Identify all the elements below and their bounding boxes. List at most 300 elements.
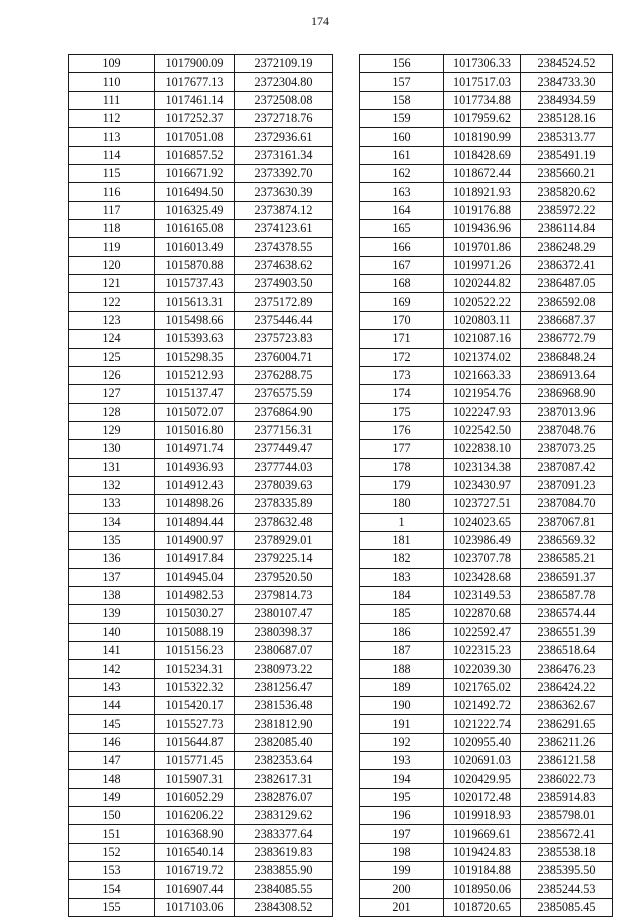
- point-number-cell: 172: [360, 348, 444, 366]
- table-row: [69, 568, 333, 586]
- point-number-cell: 195: [360, 788, 444, 806]
- point-number-cell: 170: [360, 311, 444, 329]
- y-coordinate-cell: 2386248.29: [521, 238, 613, 256]
- x-coordinate-cell: 1015771.45: [155, 752, 235, 770]
- y-coordinate-cell: 2385672.41: [521, 825, 613, 843]
- x-coordinate-cell: 1015613.31: [155, 293, 235, 311]
- x-coordinate-cell: 1020172.48: [444, 788, 521, 806]
- x-coordinate-cell: 1018190.99: [444, 128, 521, 146]
- y-coordinate-cell: 2373161.34: [235, 146, 333, 164]
- point-number-cell: 142: [69, 660, 155, 678]
- y-coordinate-cell: 2386362.67: [521, 697, 613, 715]
- coordinates-table-right: [359, 54, 613, 917]
- y-coordinate-cell: 2384308.52: [235, 898, 333, 916]
- y-coordinate-cell: 2384934.59: [521, 91, 613, 109]
- x-coordinate-cell: 1018720.65: [444, 898, 521, 916]
- y-coordinate-cell: 2374638.62: [235, 256, 333, 274]
- x-coordinate-cell: 1022838.10: [444, 440, 521, 458]
- point-number-cell: 186: [360, 623, 444, 641]
- table-row: [360, 880, 613, 898]
- table-row: [360, 660, 613, 678]
- y-coordinate-cell: 2386551.39: [521, 623, 613, 641]
- point-number-cell: 190: [360, 697, 444, 715]
- table-row: [69, 531, 333, 549]
- table-row: [69, 825, 333, 843]
- point-number-cell: 162: [360, 165, 444, 183]
- table-row: [69, 642, 333, 660]
- table-row: [360, 476, 613, 494]
- table-row: [69, 733, 333, 751]
- x-coordinate-cell: 1018950.06: [444, 880, 521, 898]
- y-coordinate-cell: 2380973.22: [235, 660, 333, 678]
- point-number-cell: 176: [360, 421, 444, 439]
- x-coordinate-cell: 1020691.03: [444, 752, 521, 770]
- point-number-cell: 169: [360, 293, 444, 311]
- y-coordinate-cell: 2385914.83: [521, 788, 613, 806]
- y-coordinate-cell: 2377744.03: [235, 458, 333, 476]
- table-row: [69, 788, 333, 806]
- x-coordinate-cell: 1022039.30: [444, 660, 521, 678]
- point-number-cell: 139: [69, 605, 155, 623]
- x-coordinate-cell: 1015298.35: [155, 348, 235, 366]
- point-number-cell: 193: [360, 752, 444, 770]
- x-coordinate-cell: 1015072.07: [155, 403, 235, 421]
- x-coordinate-cell: 1018672.44: [444, 165, 521, 183]
- y-coordinate-cell: 2386587.78: [521, 586, 613, 604]
- y-coordinate-cell: 2386518.64: [521, 642, 613, 660]
- table-row: [360, 605, 613, 623]
- y-coordinate-cell: 2386487.05: [521, 275, 613, 293]
- table-row: [360, 366, 613, 384]
- table-row: [69, 586, 333, 604]
- table-row: [360, 293, 613, 311]
- y-coordinate-cell: 2387084.70: [521, 495, 613, 513]
- table-row: [69, 385, 333, 403]
- point-number-cell: 164: [360, 201, 444, 219]
- table-row: [360, 733, 613, 751]
- table-row: [69, 715, 333, 733]
- x-coordinate-cell: 1020429.95: [444, 770, 521, 788]
- y-coordinate-cell: 2374123.61: [235, 220, 333, 238]
- x-coordinate-cell: 1015016.80: [155, 421, 235, 439]
- point-number-cell: 148: [69, 770, 155, 788]
- y-coordinate-cell: 2386114.84: [521, 220, 613, 238]
- x-coordinate-cell: 1017306.33: [444, 55, 521, 73]
- table-row: [69, 146, 333, 164]
- y-coordinate-cell: 2386291.65: [521, 715, 613, 733]
- y-coordinate-cell: 2376288.75: [235, 366, 333, 384]
- table-row: [69, 91, 333, 109]
- point-number-cell: 168: [360, 275, 444, 293]
- y-coordinate-cell: 2380398.37: [235, 623, 333, 641]
- x-coordinate-cell: 1017103.06: [155, 898, 235, 916]
- table-row: [360, 311, 613, 329]
- x-coordinate-cell: 1020522.22: [444, 293, 521, 311]
- x-coordinate-cell: 1017517.03: [444, 73, 521, 91]
- x-coordinate-cell: 1015644.87: [155, 733, 235, 751]
- point-number-cell: 147: [69, 752, 155, 770]
- table-row: [360, 697, 613, 715]
- y-coordinate-cell: 2382085.40: [235, 733, 333, 751]
- y-coordinate-cell: 2380107.47: [235, 605, 333, 623]
- y-coordinate-cell: 2387067.81: [521, 513, 613, 531]
- x-coordinate-cell: 1014894.44: [155, 513, 235, 531]
- point-number-cell: 150: [69, 807, 155, 825]
- x-coordinate-cell: 1016907.44: [155, 880, 235, 898]
- table-row: [69, 421, 333, 439]
- x-coordinate-cell: 1015212.93: [155, 366, 235, 384]
- x-coordinate-cell: 1017461.14: [155, 91, 235, 109]
- y-coordinate-cell: 2387013.96: [521, 403, 613, 421]
- point-number-cell: 153: [69, 862, 155, 880]
- table-row: [360, 183, 613, 201]
- table-row: [360, 678, 613, 696]
- y-coordinate-cell: 2385538.18: [521, 843, 613, 861]
- point-number-cell: 111: [69, 91, 155, 109]
- table-row: [69, 605, 333, 623]
- x-coordinate-cell: 1023149.53: [444, 586, 521, 604]
- x-coordinate-cell: 1015527.73: [155, 715, 235, 733]
- table-row: [69, 513, 333, 531]
- table-row: [360, 348, 613, 366]
- y-coordinate-cell: 2385395.50: [521, 862, 613, 880]
- y-coordinate-cell: 2377156.31: [235, 421, 333, 439]
- x-coordinate-cell: 1015420.17: [155, 697, 235, 715]
- x-coordinate-cell: 1015156.23: [155, 642, 235, 660]
- point-number-cell: 199: [360, 862, 444, 880]
- y-coordinate-cell: 2375172.89: [235, 293, 333, 311]
- y-coordinate-cell: 2383129.62: [235, 807, 333, 825]
- y-coordinate-cell: 2383855.90: [235, 862, 333, 880]
- x-coordinate-cell: 1014982.53: [155, 586, 235, 604]
- y-coordinate-cell: 2384085.55: [235, 880, 333, 898]
- point-number-cell: 122: [69, 293, 155, 311]
- y-coordinate-cell: 2384524.52: [521, 55, 613, 73]
- table-row: [360, 440, 613, 458]
- table-row: [360, 421, 613, 439]
- coordinates-table-left-body: [69, 55, 333, 917]
- point-number-cell: 180: [360, 495, 444, 513]
- table-row: [360, 146, 613, 164]
- point-number-cell: 185: [360, 605, 444, 623]
- point-number-cell: 167: [360, 256, 444, 274]
- point-number-cell: 116: [69, 183, 155, 201]
- point-number-cell: 152: [69, 843, 155, 861]
- point-number-cell: 138: [69, 586, 155, 604]
- point-number-cell: 159: [360, 110, 444, 128]
- point-number-cell: 129: [69, 421, 155, 439]
- point-number-cell: 166: [360, 238, 444, 256]
- x-coordinate-cell: 1019436.96: [444, 220, 521, 238]
- x-coordinate-cell: 1015030.27: [155, 605, 235, 623]
- table-row: [360, 403, 613, 421]
- point-number-cell: 131: [69, 458, 155, 476]
- x-coordinate-cell: 1017051.08: [155, 128, 235, 146]
- point-number-cell: 115: [69, 165, 155, 183]
- point-number-cell: 120: [69, 256, 155, 274]
- x-coordinate-cell: 1020955.40: [444, 733, 521, 751]
- x-coordinate-cell: 1015870.88: [155, 256, 235, 274]
- point-number-cell: 201: [360, 898, 444, 916]
- y-coordinate-cell: 2376864.90: [235, 403, 333, 421]
- point-number-cell: 145: [69, 715, 155, 733]
- x-coordinate-cell: 1015907.31: [155, 770, 235, 788]
- x-coordinate-cell: 1014900.97: [155, 531, 235, 549]
- table-row: [360, 642, 613, 660]
- x-coordinate-cell: 1016540.14: [155, 843, 235, 861]
- table-row: [69, 752, 333, 770]
- point-number-cell: 184: [360, 586, 444, 604]
- x-coordinate-cell: 1023727.51: [444, 495, 521, 513]
- table-row: [69, 330, 333, 348]
- x-coordinate-cell: 1019918.93: [444, 807, 521, 825]
- point-number-cell: 154: [69, 880, 155, 898]
- x-coordinate-cell: 1019701.86: [444, 238, 521, 256]
- table-row: [360, 385, 613, 403]
- y-coordinate-cell: 2386211.26: [521, 733, 613, 751]
- x-coordinate-cell: 1016013.49: [155, 238, 235, 256]
- x-coordinate-cell: 1016671.92: [155, 165, 235, 183]
- table-row: [69, 165, 333, 183]
- point-number-cell: 156: [360, 55, 444, 73]
- table-row: [69, 55, 333, 73]
- x-coordinate-cell: 1016494.50: [155, 183, 235, 201]
- point-number-cell: 192: [360, 733, 444, 751]
- x-coordinate-cell: 1017900.09: [155, 55, 235, 73]
- point-number-cell: 178: [360, 458, 444, 476]
- x-coordinate-cell: 1024023.65: [444, 513, 521, 531]
- table-row: [360, 550, 613, 568]
- x-coordinate-cell: 1014945.04: [155, 568, 235, 586]
- y-coordinate-cell: 2385972.22: [521, 201, 613, 219]
- point-number-cell: 137: [69, 568, 155, 586]
- y-coordinate-cell: 2386913.64: [521, 366, 613, 384]
- x-coordinate-cell: 1014917.84: [155, 550, 235, 568]
- point-number-cell: 114: [69, 146, 155, 164]
- x-coordinate-cell: 1021087.16: [444, 330, 521, 348]
- y-coordinate-cell: 2372304.80: [235, 73, 333, 91]
- table-row: [360, 568, 613, 586]
- y-coordinate-cell: 2374378.55: [235, 238, 333, 256]
- table-row: [360, 165, 613, 183]
- point-number-cell: 121: [69, 275, 155, 293]
- point-number-cell: 158: [360, 91, 444, 109]
- y-coordinate-cell: 2373392.70: [235, 165, 333, 183]
- y-coordinate-cell: 2386372.41: [521, 256, 613, 274]
- y-coordinate-cell: 2380687.07: [235, 642, 333, 660]
- y-coordinate-cell: 2385085.45: [521, 898, 613, 916]
- point-number-cell: 112: [69, 110, 155, 128]
- table-row: [69, 898, 333, 916]
- y-coordinate-cell: 2387048.76: [521, 421, 613, 439]
- point-number-cell: 146: [69, 733, 155, 751]
- point-number-cell: 128: [69, 403, 155, 421]
- point-number-cell: 165: [360, 220, 444, 238]
- point-number-cell: 174: [360, 385, 444, 403]
- x-coordinate-cell: 1023428.68: [444, 568, 521, 586]
- table-row: [69, 440, 333, 458]
- table-row: [69, 476, 333, 494]
- y-coordinate-cell: 2386574.44: [521, 605, 613, 623]
- x-coordinate-cell: 1019971.26: [444, 256, 521, 274]
- point-number-cell: 134: [69, 513, 155, 531]
- y-coordinate-cell: 2381812.90: [235, 715, 333, 733]
- table-row: [360, 715, 613, 733]
- x-coordinate-cell: 1015088.19: [155, 623, 235, 641]
- y-coordinate-cell: 2383377.64: [235, 825, 333, 843]
- y-coordinate-cell: 2372936.61: [235, 128, 333, 146]
- y-coordinate-cell: 2382876.07: [235, 788, 333, 806]
- x-coordinate-cell: 1019669.61: [444, 825, 521, 843]
- point-number-cell: 125: [69, 348, 155, 366]
- table-row: [69, 275, 333, 293]
- table-row: [69, 623, 333, 641]
- x-coordinate-cell: 1016165.08: [155, 220, 235, 238]
- y-coordinate-cell: 2381256.47: [235, 678, 333, 696]
- point-number-cell: 197: [360, 825, 444, 843]
- y-coordinate-cell: 2379814.73: [235, 586, 333, 604]
- y-coordinate-cell: 2386022.73: [521, 770, 613, 788]
- y-coordinate-cell: 2376004.71: [235, 348, 333, 366]
- x-coordinate-cell: 1014898.26: [155, 495, 235, 513]
- y-coordinate-cell: 2387073.25: [521, 440, 613, 458]
- table-row: [69, 128, 333, 146]
- table-row: [360, 128, 613, 146]
- y-coordinate-cell: 2382617.31: [235, 770, 333, 788]
- table-row: [360, 788, 613, 806]
- y-coordinate-cell: 2385313.77: [521, 128, 613, 146]
- table-row: [360, 770, 613, 788]
- table-row: [360, 73, 613, 91]
- point-number-cell: 140: [69, 623, 155, 641]
- y-coordinate-cell: 2377449.47: [235, 440, 333, 458]
- y-coordinate-cell: 2372109.19: [235, 55, 333, 73]
- y-coordinate-cell: 2378335.89: [235, 495, 333, 513]
- table-row: [69, 660, 333, 678]
- table-row: [360, 623, 613, 641]
- y-coordinate-cell: 2382353.64: [235, 752, 333, 770]
- point-number-cell: 144: [69, 697, 155, 715]
- y-coordinate-cell: 2372718.76: [235, 110, 333, 128]
- x-coordinate-cell: 1020244.82: [444, 275, 521, 293]
- x-coordinate-cell: 1022870.68: [444, 605, 521, 623]
- point-number-cell: 183: [360, 568, 444, 586]
- table-row: [69, 880, 333, 898]
- table-row: [360, 752, 613, 770]
- x-coordinate-cell: 1017252.37: [155, 110, 235, 128]
- table-row: [69, 366, 333, 384]
- y-coordinate-cell: 2383619.83: [235, 843, 333, 861]
- y-coordinate-cell: 2385660.21: [521, 165, 613, 183]
- x-coordinate-cell: 1018428.69: [444, 146, 521, 164]
- y-coordinate-cell: 2386592.08: [521, 293, 613, 311]
- table-row: [69, 110, 333, 128]
- point-number-cell: 198: [360, 843, 444, 861]
- point-number-cell: 132: [69, 476, 155, 494]
- point-number-cell: 127: [69, 385, 155, 403]
- x-coordinate-cell: 1016368.90: [155, 825, 235, 843]
- point-number-cell: 155: [69, 898, 155, 916]
- y-coordinate-cell: 2379225.14: [235, 550, 333, 568]
- point-number-cell: 189: [360, 678, 444, 696]
- x-coordinate-cell: 1021492.72: [444, 697, 521, 715]
- x-coordinate-cell: 1023430.97: [444, 476, 521, 494]
- point-number-cell: 149: [69, 788, 155, 806]
- y-coordinate-cell: 2386476.23: [521, 660, 613, 678]
- point-number-cell: 136: [69, 550, 155, 568]
- x-coordinate-cell: 1019184.88: [444, 862, 521, 880]
- y-coordinate-cell: 2373630.39: [235, 183, 333, 201]
- point-number-cell: 133: [69, 495, 155, 513]
- table-row: [69, 807, 333, 825]
- coordinates-table-left: [68, 54, 333, 917]
- point-number-cell: 110: [69, 73, 155, 91]
- point-number-cell: 187: [360, 642, 444, 660]
- y-coordinate-cell: 2378632.48: [235, 513, 333, 531]
- table-row: [69, 458, 333, 476]
- x-coordinate-cell: 1014912.43: [155, 476, 235, 494]
- table-row: [360, 531, 613, 549]
- y-coordinate-cell: 2387087.42: [521, 458, 613, 476]
- x-coordinate-cell: 1017734.88: [444, 91, 521, 109]
- point-number-cell: 177: [360, 440, 444, 458]
- y-coordinate-cell: 2385820.62: [521, 183, 613, 201]
- table-row: [69, 550, 333, 568]
- y-coordinate-cell: 2386687.37: [521, 311, 613, 329]
- x-coordinate-cell: 1021374.02: [444, 348, 521, 366]
- point-number-cell: 173: [360, 366, 444, 384]
- x-coordinate-cell: 1020803.11: [444, 311, 521, 329]
- point-number-cell: 1: [360, 513, 444, 531]
- x-coordinate-cell: 1016052.29: [155, 788, 235, 806]
- table-row: [360, 220, 613, 238]
- table-row: [360, 898, 613, 916]
- table-row: [69, 220, 333, 238]
- x-coordinate-cell: 1019424.83: [444, 843, 521, 861]
- table-row: [69, 495, 333, 513]
- coordinates-table-right-body: [360, 55, 613, 917]
- table-row: [69, 201, 333, 219]
- table-row: [69, 843, 333, 861]
- y-coordinate-cell: 2386121.58: [521, 752, 613, 770]
- y-coordinate-cell: 2378039.63: [235, 476, 333, 494]
- point-number-cell: 175: [360, 403, 444, 421]
- table-row: [360, 825, 613, 843]
- point-number-cell: 179: [360, 476, 444, 494]
- x-coordinate-cell: 1015737.43: [155, 275, 235, 293]
- point-number-cell: 130: [69, 440, 155, 458]
- y-coordinate-cell: 2378929.01: [235, 531, 333, 549]
- point-number-cell: 135: [69, 531, 155, 549]
- table-row: [360, 55, 613, 73]
- x-coordinate-cell: 1021222.74: [444, 715, 521, 733]
- y-coordinate-cell: 2386772.79: [521, 330, 613, 348]
- y-coordinate-cell: 2386848.24: [521, 348, 613, 366]
- point-number-cell: 119: [69, 238, 155, 256]
- x-coordinate-cell: 1016206.22: [155, 807, 235, 825]
- table-row: [69, 678, 333, 696]
- x-coordinate-cell: 1015234.31: [155, 660, 235, 678]
- y-coordinate-cell: 2385128.16: [521, 110, 613, 128]
- y-coordinate-cell: 2376575.59: [235, 385, 333, 403]
- x-coordinate-cell: 1021954.76: [444, 385, 521, 403]
- point-number-cell: 118: [69, 220, 155, 238]
- point-number-cell: 200: [360, 880, 444, 898]
- y-coordinate-cell: 2386968.90: [521, 385, 613, 403]
- point-number-cell: 188: [360, 660, 444, 678]
- x-coordinate-cell: 1019176.88: [444, 201, 521, 219]
- point-number-cell: 160: [360, 128, 444, 146]
